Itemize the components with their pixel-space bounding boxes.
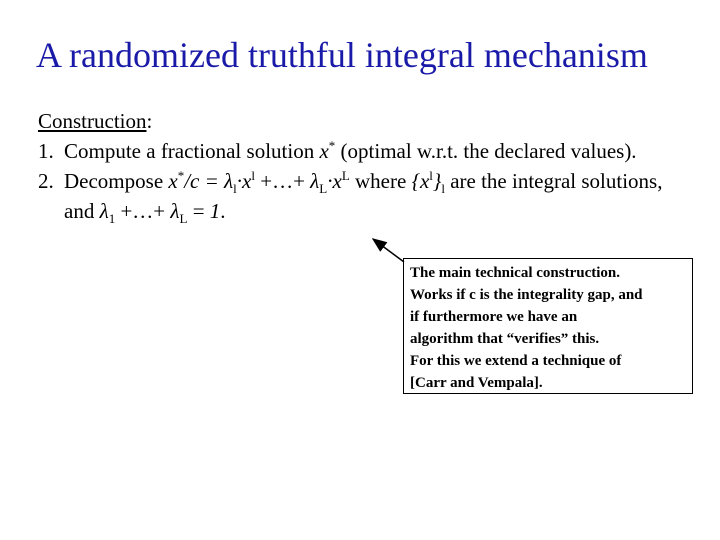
math-lambda: λ <box>170 199 180 223</box>
math-eq: = <box>199 169 225 193</box>
construction-colon: : <box>146 109 153 133</box>
math-sub: L <box>179 211 188 227</box>
math-star: * <box>328 138 336 153</box>
math-star: * <box>177 168 185 183</box>
math-lambda: λ <box>224 169 234 193</box>
slide-title: A randomized truthful integral mechanism <box>36 35 648 75</box>
math-set: } <box>432 169 442 193</box>
arrow-line <box>373 239 404 262</box>
math-sub: l <box>233 181 237 197</box>
math-lambda: λ <box>99 199 109 223</box>
math-sub: L <box>319 181 328 197</box>
math-eq: = <box>187 199 210 223</box>
math-x: x <box>319 139 329 163</box>
math-plus: +…+ <box>254 169 311 193</box>
math-sub: 1 <box>108 211 116 227</box>
math-sub: l <box>441 181 445 197</box>
callout-line: For this we extend a technique of <box>410 353 622 369</box>
step-number: 1. <box>38 139 54 163</box>
step-text: are the integral solutions, and <box>64 169 663 223</box>
math-x: x <box>168 169 178 193</box>
math-dot-x: ·x <box>236 169 252 193</box>
math-dot-x: ·x <box>327 169 342 193</box>
math-set: {x <box>411 169 430 193</box>
callout-box <box>403 258 693 394</box>
math-plus: +…+ <box>115 199 171 223</box>
math-sup: L <box>341 168 350 183</box>
math-one: 1 <box>209 199 221 223</box>
step-text: where <box>349 169 412 193</box>
math-over-c: /c <box>184 169 200 193</box>
callout-line: The main technical construction. <box>410 265 620 281</box>
math-lambda: λ <box>310 169 320 193</box>
step-text: . <box>220 199 226 223</box>
callout-line: if furthermore we have an <box>410 309 578 325</box>
callout-line: algorithm that “verifies” this. <box>410 331 600 347</box>
callout-line: Works if c is the integrality gap, and <box>410 287 643 303</box>
step-text: (optimal w.r.t. the declared values). <box>335 139 637 163</box>
math-sup: l <box>251 168 255 183</box>
callout-line: [Carr and Vempala]. <box>410 375 543 391</box>
step-text: Decompose <box>64 169 169 193</box>
step-text: Compute a fractional solution <box>64 139 320 163</box>
step-number: 2. <box>38 169 54 193</box>
math-sup: l <box>429 168 433 183</box>
construction-heading: Construction <box>38 109 147 133</box>
